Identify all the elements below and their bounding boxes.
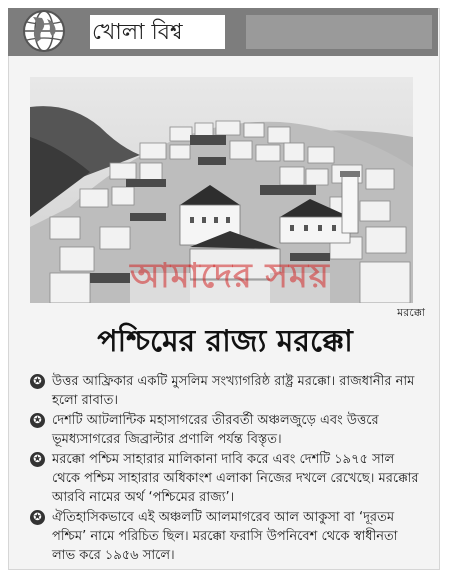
fact-item [30, 372, 422, 410]
fact-text: মরক্কো পশ্চিম সাহারার মালিকানা দাবি করে এবং দেশটি ১৯৭৫ সাল থেকে পশ্চিম সাহারার অধিকাংশ এলাকা নিজের দখলে রেখেছে। মরক্কোর আরবি নামের অর্থ ‘পশ্চিমের রাজ্য’। [52, 452, 419, 505]
fact-list [30, 372, 422, 566]
star-icon: ✪ [30, 452, 45, 467]
fact-item [30, 411, 422, 449]
section-title: খোলা বিশ্ব [92, 20, 183, 45]
star-icon: ✪ [30, 510, 45, 525]
fact-item [30, 508, 422, 565]
publisher-watermark: আমাদের সময় [130, 256, 330, 296]
fact-text: উত্তর আফ্রিকার একটি মুসলিম সংখ্যাগরিষ্ঠ রাষ্ট্র মরক্কো। রাজধানীর নাম হলো রাবাত। [52, 374, 415, 408]
fact-text: ঐতিহাসিকভাবে এই অঞ্চলটি আলমাগরেব আল আকুসা বা ‘দূরতম পশ্চিম’ নামে পরিচিত ছিল। মরক্কো ফরাসি উপনিবেশ থেকে স্বাধীনতা লাভ করে ১৯৫৬ সালে। [52, 510, 398, 563]
globe-icon [22, 9, 66, 53]
fact-text: দেশটি আটলান্টিক মহাসাগরের তীরবর্তী অঞ্চলজুড়ে এবং উত্তরে ভূমধ্যসাগরের জিব্রাল্টার প্রণালি পর্যন্ত বিস্তৃত। [52, 413, 379, 447]
star-icon: ✪ [30, 413, 45, 428]
star-icon: ✪ [30, 374, 45, 389]
fact-item [30, 450, 422, 507]
header-filler [246, 15, 432, 49]
article-headline: পশ্চিমের রাজ্য মরক্কো [97, 324, 353, 359]
photo-caption: মরক্কো [397, 306, 425, 319]
